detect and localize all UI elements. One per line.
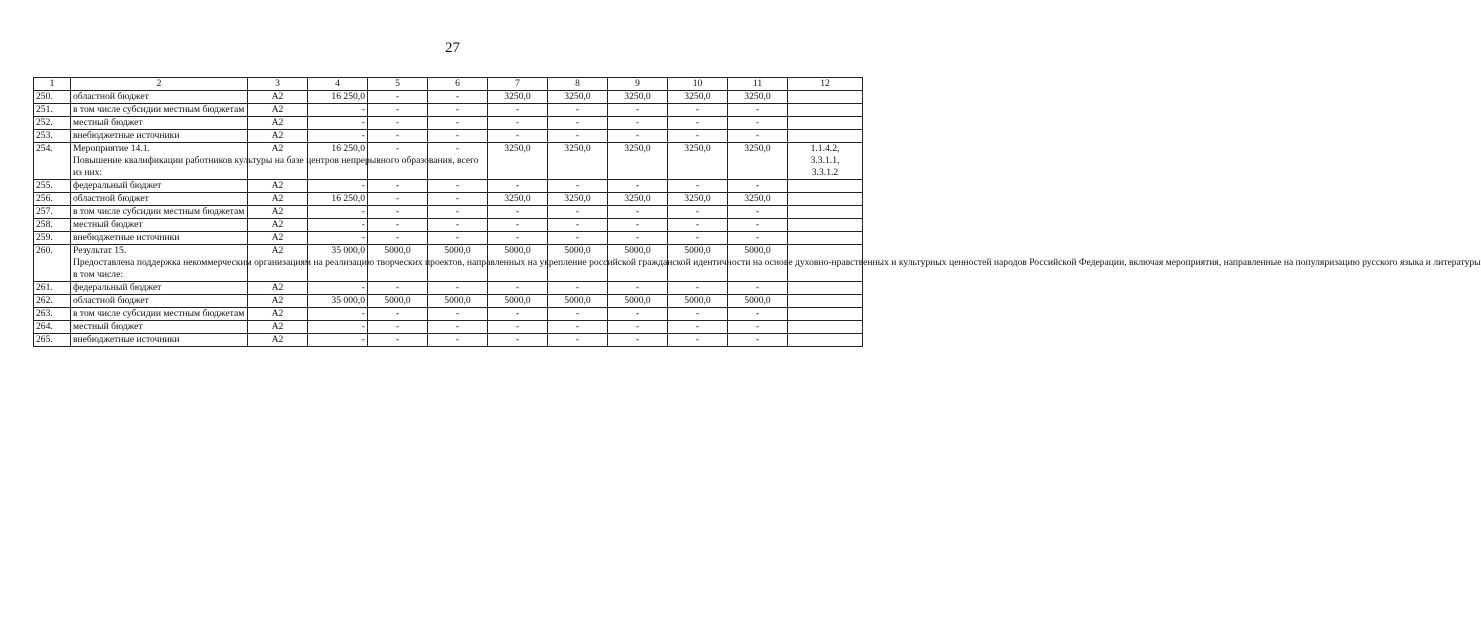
- row-note: [788, 219, 863, 232]
- row-description: местный бюджет: [71, 321, 248, 334]
- value-cell: -: [608, 219, 668, 232]
- value-cell: -: [428, 334, 488, 347]
- table-row: [34, 193, 863, 206]
- table-row: [34, 206, 863, 219]
- row-number: 256.: [34, 193, 71, 206]
- table-row: [34, 91, 863, 104]
- row-number: 252.: [34, 117, 71, 130]
- value-cell: -: [368, 321, 428, 334]
- value-cell: -: [548, 232, 608, 245]
- value-cell: -: [428, 308, 488, 321]
- budget-table: [33, 77, 1481, 347]
- value-cell: -: [308, 130, 368, 143]
- column-header-10: 10: [668, 78, 728, 91]
- value-cell: 5000,0: [608, 295, 668, 308]
- table-row: [34, 232, 863, 245]
- value-cell: -: [668, 219, 728, 232]
- row-note: [788, 282, 863, 295]
- row-number: 259.: [34, 232, 71, 245]
- value-cell: 5000,0: [728, 295, 788, 308]
- table-row: [34, 282, 863, 295]
- value-cell: -: [488, 321, 548, 334]
- row-number: 254.: [34, 143, 71, 180]
- value-cell: -: [368, 308, 428, 321]
- value-cell: -: [728, 334, 788, 347]
- value-cell: -: [728, 321, 788, 334]
- row-code: А2: [248, 282, 308, 295]
- value-cell: -: [608, 206, 668, 219]
- value-cell: -: [728, 104, 788, 117]
- column-header-4: 4: [308, 78, 368, 91]
- value-cell: 16 250,0: [308, 91, 368, 104]
- value-cell: 16 250,0: [308, 143, 368, 180]
- row-number: 262.: [34, 295, 71, 308]
- value-cell: 5000,0: [608, 245, 668, 282]
- table-row: [34, 117, 863, 130]
- row-note: [788, 193, 863, 206]
- column-header-11: 11: [728, 78, 788, 91]
- row-code: А2: [248, 334, 308, 347]
- value-cell: -: [548, 104, 608, 117]
- row-number: 261.: [34, 282, 71, 295]
- row-note: [788, 308, 863, 321]
- value-cell: -: [368, 130, 428, 143]
- value-cell: -: [308, 232, 368, 245]
- value-cell: -: [428, 232, 488, 245]
- value-cell: -: [608, 282, 668, 295]
- row-number: 255.: [34, 180, 71, 193]
- row-description: местный бюджет: [71, 117, 248, 130]
- value-cell: -: [428, 219, 488, 232]
- value-cell: -: [608, 308, 668, 321]
- value-cell: -: [368, 117, 428, 130]
- value-cell: -: [668, 117, 728, 130]
- row-description: областной бюджет: [71, 91, 248, 104]
- value-cell: -: [368, 219, 428, 232]
- column-header-5: 5: [368, 78, 428, 91]
- value-cell: -: [428, 104, 488, 117]
- column-header-3: 3: [248, 78, 308, 91]
- value-cell: -: [368, 91, 428, 104]
- value-cell: -: [368, 104, 428, 117]
- table-row: [34, 180, 863, 193]
- value-cell: -: [428, 193, 488, 206]
- row-description: федеральный бюджет: [71, 180, 248, 193]
- value-cell: -: [488, 308, 548, 321]
- value-cell: -: [308, 206, 368, 219]
- row-description: в том числе субсидии местным бюджетам: [71, 104, 248, 117]
- page-number: 27: [445, 40, 460, 56]
- value-cell: 3250,0: [668, 91, 728, 104]
- value-cell: -: [308, 282, 368, 295]
- value-cell: -: [308, 117, 368, 130]
- value-cell: -: [428, 130, 488, 143]
- value-cell: -: [548, 180, 608, 193]
- value-cell: -: [668, 206, 728, 219]
- table-row: [34, 321, 863, 334]
- value-cell: 5000,0: [488, 295, 548, 308]
- value-cell: 5000,0: [428, 245, 488, 282]
- table-row: [34, 130, 863, 143]
- table-row: [34, 143, 863, 180]
- value-cell: 5000,0: [428, 295, 488, 308]
- row-code: А2: [248, 104, 308, 117]
- value-cell: -: [368, 206, 428, 219]
- row-description: внебюджетные источники: [71, 232, 248, 245]
- row-number: 253.: [34, 130, 71, 143]
- value-cell: -: [488, 104, 548, 117]
- value-cell: -: [488, 117, 548, 130]
- value-cell: 5000,0: [548, 295, 608, 308]
- value-cell: -: [548, 219, 608, 232]
- value-cell: -: [608, 104, 668, 117]
- value-cell: -: [668, 130, 728, 143]
- row-note: [788, 334, 863, 347]
- row-description: в том числе субсидии местным бюджетам: [71, 308, 248, 321]
- value-cell: 5000,0: [548, 245, 608, 282]
- column-header-1: 1: [34, 78, 71, 91]
- value-cell: -: [368, 232, 428, 245]
- row-note: [788, 321, 863, 334]
- row-note: [788, 91, 863, 104]
- value-cell: 3250,0: [548, 143, 608, 180]
- table-row: [34, 295, 863, 308]
- value-cell: 3250,0: [488, 91, 548, 104]
- value-cell: 3250,0: [548, 193, 608, 206]
- row-note: 1.1.4.2, 3.3.1.1, 3.3.1.2: [788, 143, 863, 180]
- value-cell: -: [368, 143, 428, 180]
- row-code: А2: [248, 232, 308, 245]
- value-cell: 3250,0: [668, 193, 728, 206]
- row-number: 265.: [34, 334, 71, 347]
- value-cell: 3250,0: [728, 143, 788, 180]
- row-description: Мероприятие 14.1. Повышение квалификации работников культуры на базе центров непрерывного образования, всего из них:: [71, 143, 248, 180]
- row-note: [788, 232, 863, 245]
- row-note: [788, 180, 863, 193]
- value-cell: -: [428, 321, 488, 334]
- row-description: областной бюджет: [71, 193, 248, 206]
- row-description: местный бюджет: [71, 219, 248, 232]
- value-cell: 3250,0: [728, 91, 788, 104]
- value-cell: -: [728, 232, 788, 245]
- value-cell: -: [668, 180, 728, 193]
- value-cell: -: [668, 282, 728, 295]
- value-cell: 3250,0: [668, 143, 728, 180]
- value-cell: 16 250,0: [308, 193, 368, 206]
- value-cell: 3250,0: [608, 143, 668, 180]
- value-cell: -: [608, 130, 668, 143]
- value-cell: -: [608, 321, 668, 334]
- value-cell: -: [368, 193, 428, 206]
- row-number: 257.: [34, 206, 71, 219]
- value-cell: 3250,0: [488, 193, 548, 206]
- value-cell: -: [368, 334, 428, 347]
- value-cell: -: [608, 232, 668, 245]
- table-row: [34, 219, 863, 232]
- value-cell: 5000,0: [488, 245, 548, 282]
- value-cell: -: [308, 104, 368, 117]
- row-code: А2: [248, 308, 308, 321]
- value-cell: -: [488, 180, 548, 193]
- table-row: [34, 308, 863, 321]
- column-header-9: 9: [608, 78, 668, 91]
- value-cell: -: [308, 334, 368, 347]
- value-cell: -: [728, 117, 788, 130]
- value-cell: -: [548, 206, 608, 219]
- value-cell: -: [728, 308, 788, 321]
- value-cell: -: [608, 117, 668, 130]
- value-cell: -: [548, 282, 608, 295]
- column-header-7: 7: [488, 78, 548, 91]
- value-cell: -: [488, 282, 548, 295]
- value-cell: -: [548, 334, 608, 347]
- value-cell: -: [428, 143, 488, 180]
- value-cell: -: [548, 308, 608, 321]
- row-description: внебюджетные источники: [71, 130, 248, 143]
- value-cell: -: [728, 219, 788, 232]
- value-cell: -: [428, 117, 488, 130]
- value-cell: -: [548, 130, 608, 143]
- value-cell: 3250,0: [728, 193, 788, 206]
- value-cell: -: [488, 334, 548, 347]
- row-code: А2: [248, 245, 308, 282]
- value-cell: 5000,0: [368, 295, 428, 308]
- row-note: [788, 117, 863, 130]
- value-cell: -: [548, 321, 608, 334]
- value-cell: -: [308, 321, 368, 334]
- value-cell: -: [668, 104, 728, 117]
- value-cell: 5000,0: [668, 245, 728, 282]
- value-cell: -: [308, 219, 368, 232]
- row-code: А2: [248, 193, 308, 206]
- value-cell: 3250,0: [488, 143, 548, 180]
- value-cell: 3250,0: [608, 91, 668, 104]
- table-header: [34, 78, 863, 91]
- row-code: А2: [248, 91, 308, 104]
- value-cell: 5000,0: [728, 245, 788, 282]
- column-header-6: 6: [428, 78, 488, 91]
- column-header-12: 12: [788, 78, 863, 91]
- row-note: [788, 295, 863, 308]
- row-code: А2: [248, 117, 308, 130]
- row-code: А2: [248, 219, 308, 232]
- row-number: 260.: [34, 245, 71, 282]
- row-description: в том числе субсидии местным бюджетам: [71, 206, 248, 219]
- value-cell: -: [308, 308, 368, 321]
- table-row: [34, 104, 863, 117]
- value-cell: -: [668, 321, 728, 334]
- value-cell: -: [488, 130, 548, 143]
- value-cell: -: [548, 117, 608, 130]
- row-number: 264.: [34, 321, 71, 334]
- value-cell: 5000,0: [368, 245, 428, 282]
- row-number: 258.: [34, 219, 71, 232]
- column-header-8: 8: [548, 78, 608, 91]
- value-cell: -: [428, 180, 488, 193]
- row-note: [788, 206, 863, 219]
- row-code: А2: [248, 206, 308, 219]
- value-cell: -: [428, 282, 488, 295]
- value-cell: -: [608, 334, 668, 347]
- table-row: [34, 334, 863, 347]
- value-cell: -: [368, 180, 428, 193]
- value-cell: -: [428, 206, 488, 219]
- value-cell: -: [728, 206, 788, 219]
- row-number: 263.: [34, 308, 71, 321]
- value-cell: -: [368, 282, 428, 295]
- column-header-2: 2: [71, 78, 248, 91]
- row-note: [788, 130, 863, 143]
- value-cell: 5000,0: [668, 295, 728, 308]
- row-description: областной бюджет: [71, 295, 248, 308]
- row-description: Результат 15. Предоставлена поддержка некоммерческим организациям на реализацию творческих проектов, направленных на укрепление российской гражданской идентичности на основе духовно-нравственных и культурных ценностей народов Российской Федерации, включая мероприятия, направленные на популяризацию русского языка и литературы в том числе:: [71, 245, 248, 282]
- value-cell: -: [608, 180, 668, 193]
- row-code: А2: [248, 321, 308, 334]
- row-code: А2: [248, 295, 308, 308]
- row-number: 251.: [34, 104, 71, 117]
- table-row: [34, 245, 863, 282]
- value-cell: -: [668, 232, 728, 245]
- value-cell: -: [488, 232, 548, 245]
- row-number: 250.: [34, 91, 71, 104]
- value-cell: -: [308, 180, 368, 193]
- row-note: [788, 104, 863, 117]
- row-code: А2: [248, 180, 308, 193]
- row-code: А2: [248, 143, 308, 180]
- value-cell: -: [488, 219, 548, 232]
- value-cell: -: [668, 308, 728, 321]
- value-cell: 35 000,0: [308, 245, 368, 282]
- value-cell: -: [728, 130, 788, 143]
- value-cell: -: [668, 334, 728, 347]
- value-cell: -: [428, 91, 488, 104]
- value-cell: 3250,0: [608, 193, 668, 206]
- value-cell: -: [728, 282, 788, 295]
- value-cell: -: [488, 206, 548, 219]
- header-row: [34, 78, 863, 91]
- value-cell: -: [728, 180, 788, 193]
- value-cell: 3250,0: [548, 91, 608, 104]
- value-cell: 35 000,0: [308, 295, 368, 308]
- row-description: внебюджетные источники: [71, 334, 248, 347]
- row-description: федеральный бюджет: [71, 282, 248, 295]
- table-body: [34, 91, 1481, 347]
- row-code: А2: [248, 130, 308, 143]
